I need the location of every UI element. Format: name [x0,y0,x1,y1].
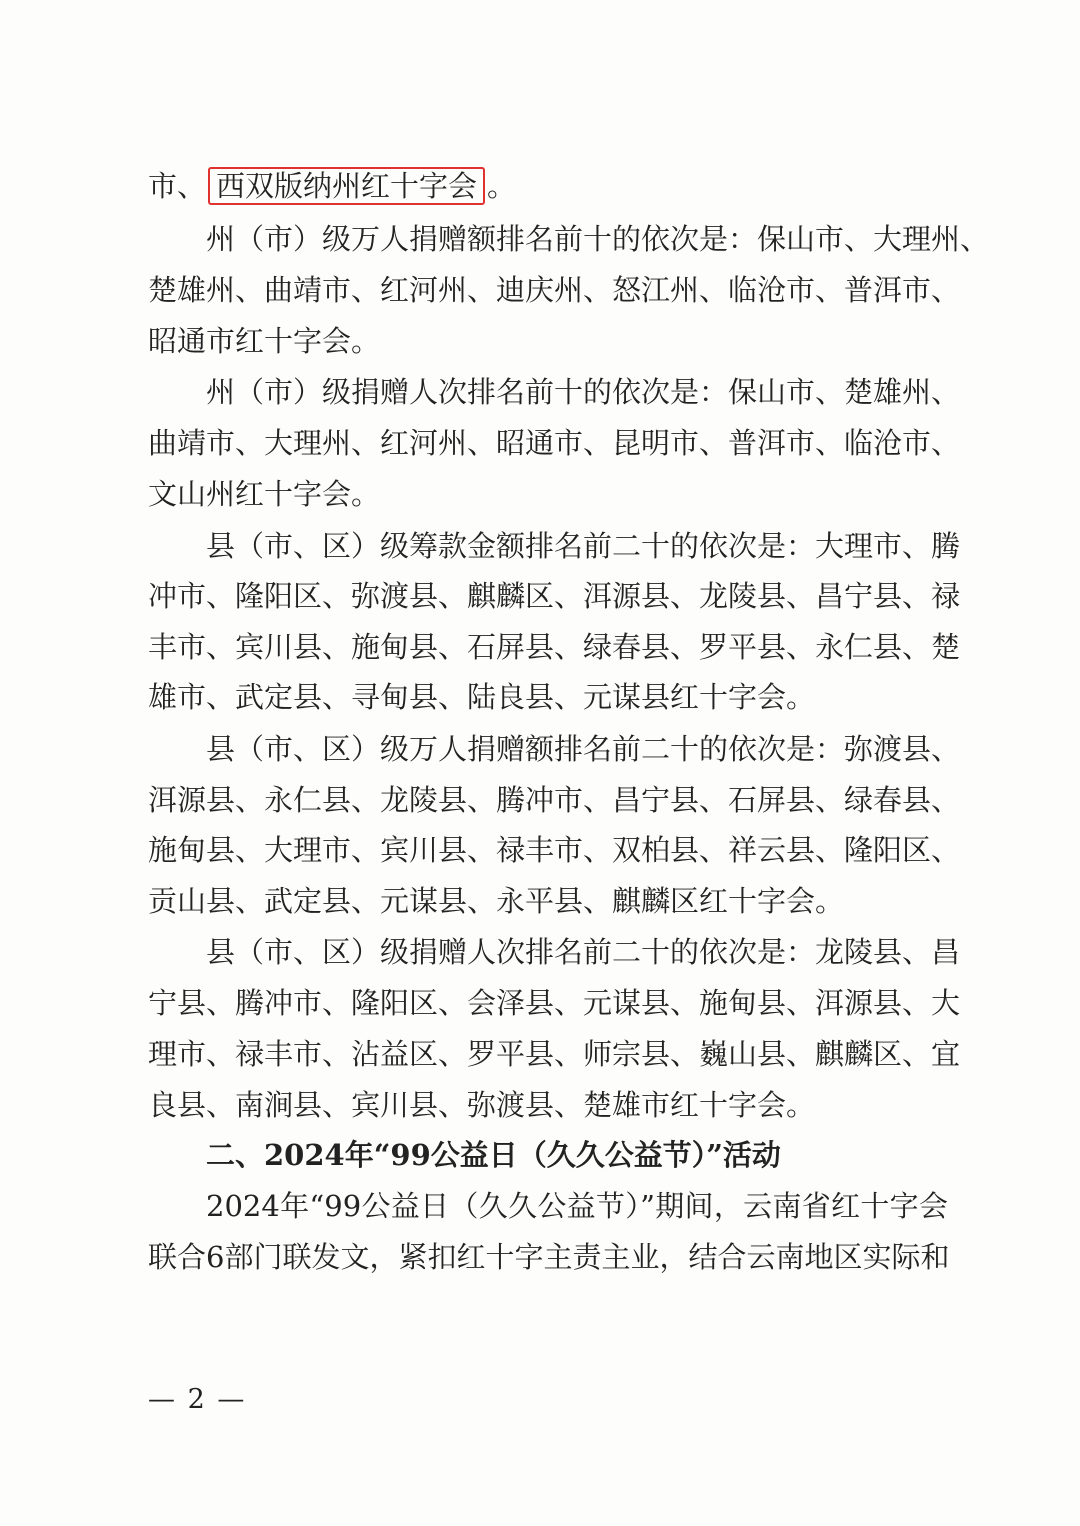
paragraph-3-line-2: 冲市、隆阳区、弥渡县、麒麟区、洱源县、龙陵县、昌宁县、禄 [148,579,961,613]
paragraph-4-line-1: 县（市、区）级万人捐赠额排名前二十的依次是：弥渡县、 [206,732,961,766]
body-line-2: 联合6部门联发文，紧扣红十字主责主业，结合云南地区实际和 [148,1240,950,1274]
first-line [148,166,516,206]
first-line-prefix: 市、 [148,169,207,203]
paragraph-2-line-1: 州（市）级捐赠人次排名前十的依次是：保山市、楚雄州、 [206,375,961,409]
paragraph-5-line-3: 理市、禄丰市、沾益区、罗平县、师宗县、巍山县、麒麟区、宜 [148,1037,961,1071]
paragraph-4-line-3: 施甸县、大理市、宾川县、禄丰市、双柏县、祥云县、隆阳区、 [148,833,961,867]
paragraph-1-line-2: 楚雄州、曲靖市、红河州、迪庆州、怒江州、临沧市、普洱市、 [148,273,961,307]
paragraph-3-line-3: 丰市、宾川县、施甸县、石屏县、绿春县、罗平县、永仁县、楚 [148,630,961,664]
paragraph-2-line-2: 曲靖市、大理州、红河州、昭通市、昆明市、普洱市、临沧市、 [148,426,961,460]
paragraph-4-line-4: 贡山县、武定县、元谋县、永平县、麒麟区红十字会。 [148,884,845,918]
paragraph-2-line-3: 文山州红十字会。 [148,477,381,511]
paragraph-5-line-4: 良县、南涧县、宾川县、弥渡县、楚雄市红十字会。 [148,1088,816,1122]
paragraph-4-line-2: 洱源县、永仁县、龙陵县、腾冲市、昌宁县、石屏县、绿春县、 [148,783,961,817]
paragraph-5-line-2: 宁县、腾冲市、隆阳区、会泽县、元谋县、施甸县、洱源县、大 [148,986,961,1020]
highlighted-text: 西双版纳州红十字会 [208,167,485,205]
first-line-suffix: 。 [487,169,517,203]
paragraph-3-line-4: 雄市、武定县、寻甸县、陆良县、元谋县红十字会。 [148,680,816,714]
paragraph-5-line-1: 县（市、区）级捐赠人次排名前二十的依次是：龙陵县、昌 [206,935,961,969]
paragraph-1-line-3: 昭通市红十字会。 [148,324,381,358]
body-line-1: 2024年“99公益日（久久公益节）”期间，云南省红十字会 [206,1189,948,1223]
section-heading: 二、2024年“99公益日（久久公益节）”活动 [206,1138,781,1172]
paragraph-3-line-1: 县（市、区）级筹款金额排名前二十的依次是：大理市、腾 [206,529,961,563]
paragraph-1-line-1: 州（市）级万人捐赠额排名前十的依次是：保山市、大理州、 [206,222,990,256]
page-number: — 2 — [148,1384,247,1415]
